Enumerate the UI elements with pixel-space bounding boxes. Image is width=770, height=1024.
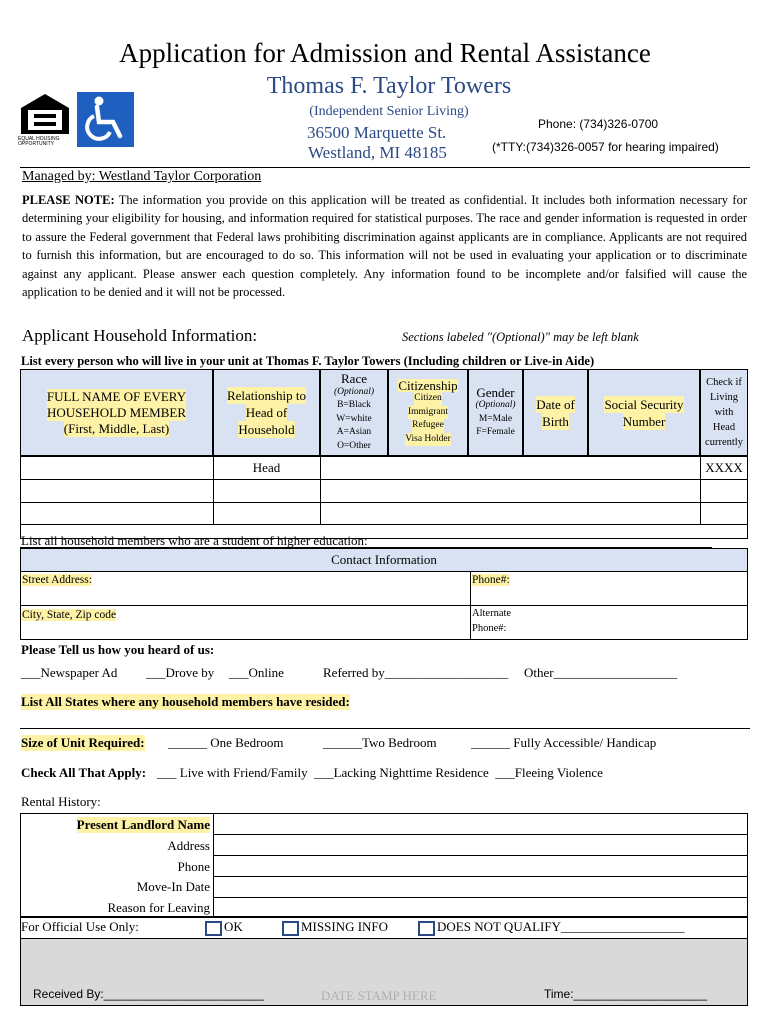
heard-online[interactable]: ___Online [229,665,284,680]
note-text: The information you provide on this application will be treated as confidential. It includes both information necessary for determining your eligibility for housing, and information required for statistical purposes. The race and gender information is requested in order to assure the Federal government that Federal laws prohibiting discrimination against applicants are in compliance. Applicants are not required to furnish this information, but are encouraged to do so. This information will not be used in evaluating your application or to discriminate against any applicant. Please answer each question completely. Any information found to be incomplete and/or falsified will cause the application to be denied and it will not be processed. [22,193,747,300]
col-living-l2: Living [710,392,738,403]
property-city: Westland, MI 48185 [308,143,447,162]
col-rel-header [213,369,320,456]
not-qualify-label: DOES NOT QUALIFY___________________ [437,919,685,934]
ok-checkbox[interactable] [205,921,222,936]
household-list-label: List every person who will live in your unit at Thomas F. Taylor Towers (Including children or Live-in Aide) [21,354,595,368]
equal-housing-text: EQUAL HOUSING OPPORTUNITY [18,136,60,147]
contact-header [20,548,748,572]
heard-other[interactable]: Other___________________ [524,665,678,680]
states-label: List All States where any household members have resided: [21,694,350,709]
row1-living: XXXX [705,460,743,475]
phone-number: Phone: (734)326-0700 [538,117,659,131]
heard-label: Please Tell us how you heard of us: [21,642,215,657]
col-living-header [700,369,748,456]
property-street: 36500 Marquette St. [307,123,447,142]
city-state-zip-field[interactable] [20,605,471,640]
check-all-label: Check All That Apply: [21,765,147,780]
col-citizenship-header [388,369,468,456]
col-name-l1: FULL NAME OF EVERY [46,388,187,404]
col-living-l1: Check if [706,377,742,388]
col-gender-l1: Gender [476,384,515,400]
unit-two-bedroom[interactable]: ______Two Bedroom [323,735,437,750]
col-rel-l3: Household [238,422,295,437]
col-gender-header [468,369,523,456]
col-ssn-header [588,369,700,456]
col-cit-l3: Immigrant [408,406,448,420]
row1-relationship: Head [252,460,281,475]
tty-number: (*TTY:(734)326-0057 for hearing impaired) [492,140,719,154]
landlord-address-label: Address [167,838,210,853]
alt-phone-label-1: Alternate [472,608,512,619]
col-rel-l2: Head of [245,405,288,420]
table-row[interactable] [20,502,748,525]
heard-referred[interactable]: Referred by___________________ [323,665,509,680]
table-row[interactable] [20,456,748,480]
official-use-label: For Official Use Only: [21,919,139,934]
col-dob-header [523,369,588,456]
table-row[interactable] [20,479,748,503]
street-label: Street Address: [22,574,92,586]
col-race-l3: B=Black [337,400,371,410]
form-title: Application for Admission and Rental Assistance [119,38,651,68]
col-race-l2: (Optional) [333,386,375,397]
missing-info-label: MISSING INFO [301,919,389,934]
col-dob-l1: Date of [536,396,575,412]
alt-phone-label-2: Phone#: [472,623,507,634]
reason-leaving-label: Reason for Leaving [107,900,210,915]
time-field[interactable]: Time:____________________ [544,987,708,1001]
col-name-l3: (First, Middle, Last) [63,420,170,436]
unit-accessible[interactable]: ______ Fully Accessible/ Handicap [471,735,657,750]
managed-by: Managed by: Westland Taylor Corporation [22,169,262,184]
unit-one-bedroom[interactable]: ______ One Bedroom [168,735,284,750]
landlord-phone-label: Phone [177,859,210,874]
check-all-options[interactable]: ___ Live with Friend/Family ___Lacking Nighttime Residence ___Fleeing Violence [157,765,603,780]
ok-checkbox-group[interactable] [205,919,243,936]
wheelchair-icon [77,92,134,147]
ok-label: OK [224,919,243,934]
heard-drove[interactable]: ___Drove by [146,665,215,680]
optional-note: Sections labeled "(Optional)" may be left blank [402,330,639,344]
household-heading: Applicant Household Information: [22,326,258,345]
note-label: PLEASE NOTE: [22,193,115,207]
col-race-l6: O=Other [337,440,371,451]
col-cit-l2: Citizen [414,392,441,406]
col-ssn-l1: Social Security [604,396,684,412]
not-qualify-checkbox[interactable] [418,921,435,936]
move-in-date-label: Move-In Date [136,879,210,894]
col-gender-l3: M=Male [478,413,513,424]
confidentiality-note [22,191,747,301]
heard-newspaper[interactable]: ___Newspaper Ad [21,665,118,680]
alt-phone-field[interactable] [470,605,748,640]
phone-field[interactable] [470,571,748,606]
col-gender-l2: (Optional) [475,400,516,410]
col-name-header [20,369,213,456]
col-cit-l5: Visa Holder [405,433,451,447]
col-gender-l4: F=Female [476,427,515,437]
col-dob-l2: Birth [542,413,569,429]
states-line[interactable] [20,728,750,729]
col-race-l1: Race [341,371,367,386]
property-name: Thomas F. Taylor Towers [266,73,512,99]
landlord-name-label: Present Landlord Name [76,817,210,832]
date-stamp: DATE STAMP HERE [321,988,437,1003]
city-label: City, State, Zip code [22,609,117,621]
col-race-l5: A=Asian [336,427,372,437]
unit-size-label: Size of Unit Required: [21,735,145,750]
col-race-l4: W=white [336,413,372,424]
col-race-header [320,369,388,456]
col-living-l5: currently [705,437,743,448]
not-qualify-checkbox-group[interactable] [418,919,684,936]
received-by[interactable]: Received By:________________________ [33,987,264,1001]
col-living-l3: with [714,407,734,418]
rental-history-label: Rental History: [21,794,101,809]
col-rel-l1: Relationship to [226,388,307,403]
col-ssn-l2: Number [622,413,666,429]
col-name-l2: HOUSEHOLD MEMBER [46,404,187,420]
phone-label: Phone#: [472,574,510,586]
missing-info-checkbox[interactable] [282,921,299,936]
missing-checkbox-group[interactable] [282,919,388,936]
col-cit-l1: Citizenship [398,377,458,393]
col-living-l4: Head [712,422,736,433]
property-subtitle: (Independent Senior Living) [309,104,469,119]
col-cit-l4: Refugee [412,419,444,433]
street-address-field[interactable] [20,571,471,606]
contact-title: Contact Information [331,552,437,567]
students-label: List all household members who are a student of higher education: [21,533,368,548]
